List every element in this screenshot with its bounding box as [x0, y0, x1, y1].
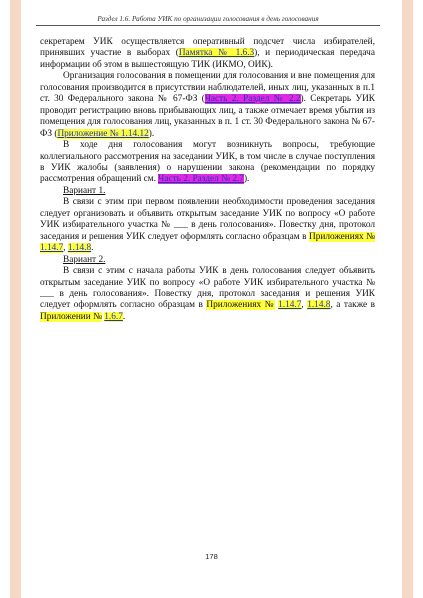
paragraph-4-separator: , [63, 243, 68, 254]
paragraph-2-text-end: ). [148, 128, 155, 139]
paragraph-3-text-end: ). [243, 174, 250, 185]
paragraph-1-text-start: секретарем УИК осуществляется оперативный подсчет числа избирателей, принявших участие в выборах ( [40, 37, 375, 59]
right-page-border [402, 0, 413, 598]
link-appendix-1-14-7-b[interactable]: 1.14.7 [278, 300, 302, 311]
paragraph-2-text-middle: ). Секретарь УИК проводит регистрацию вновь прибывающих лиц, а также отмечает время убытия из помещения для голосования лиц, указанных в п. 1 ст. 30 Федерального закона № 67-ФЗ ( [40, 94, 375, 139]
page-number: 178 [205, 552, 218, 561]
paragraph-4-text-start: В связи с этим при первом появлении необходимости проведения заседания следует организовать и объявить открытым заседание УИК по вопросу «О работе УИК избирательного участка № ___ в день голосования». Повестку дня, протокол заседания и решения УИК следует оформлять согласно образцам в [40, 197, 375, 242]
paragraph-5-text-end: . [122, 311, 126, 322]
link-part-2-section-2-2[interactable]: Часть 2. Раздел № 2.2 [204, 94, 301, 105]
variant-1-label: Вариант 1. [63, 185, 106, 196]
paragraph-5-text-start: В связи с этим с начала работы УИК в день голосования следует объявить открытым заседание УИК по вопросу «О работе УИК избирательного участка № ___ в день голосования». Повестку дня, протокол заседания и решения УИК следует оформлять согласно образцам в [40, 266, 375, 311]
paragraph-1 [40, 37, 375, 71]
variant-2-heading [40, 255, 375, 266]
body-text [40, 37, 375, 323]
appendix-label: Приложении № [40, 311, 102, 322]
appendices-label: Приложениях № [308, 231, 376, 242]
link-part-2-section-2-7[interactable]: Часть 2. Раздел № 2.7 [158, 174, 244, 185]
paragraph-3 [40, 140, 375, 186]
link-appendix-1-14-12[interactable]: Приложение № 1.14.12 [57, 128, 149, 139]
variant-1-heading [40, 186, 375, 197]
appendices-label-2: Приложениях № [206, 300, 275, 311]
link-appendix-1-14-8-b[interactable]: 1.14.8 [307, 300, 331, 311]
paragraph-4-text-end: . [91, 243, 94, 254]
variant-2-label: Вариант 2. [63, 254, 106, 265]
page-header: Раздел 1.6. Работа УИК по организации голосования в день голосования [36, 15, 380, 26]
link-appendix-1-14-7[interactable]: 1.14.7 [40, 243, 64, 254]
paragraph-5 [40, 266, 375, 323]
link-pamyatka-1-6-3[interactable]: Памятка № 1.6.3 [178, 48, 255, 59]
paragraph-5-text-middle: , а также в [330, 300, 376, 311]
paragraph-2-text-start: Организация голосования в помещении для голосования и вне помещения для голосования производится в присутствии наблюдателей, иных лиц, указанных в п.1 ст. 30 Федерального закона № 67-ФЗ ( [40, 71, 375, 105]
paragraph-4 [40, 197, 375, 254]
link-appendix-1-14-8[interactable]: 1.14.8 [67, 243, 92, 254]
paragraph-5-separator: , [301, 300, 308, 311]
link-appendix-1-6-7[interactable]: 1.6.7 [104, 311, 123, 322]
paragraph-1-text-end: ), и периодическая передача информации об этом в вышестоящую ТИК (ИКМО, ОИК). [40, 48, 375, 70]
left-page-border [10, 0, 21, 598]
paragraph-3-text-start: В ходе дня голосования могут возникнуть вопросы, требующие коллегиального рассмотрения на заседании УИК, в том числе в случае поступления в УИК жалобы (заявления) о нарушении закона (рекомендации по порядку рассмотрения обращений см. [40, 140, 375, 185]
paragraph-2 [40, 71, 375, 140]
